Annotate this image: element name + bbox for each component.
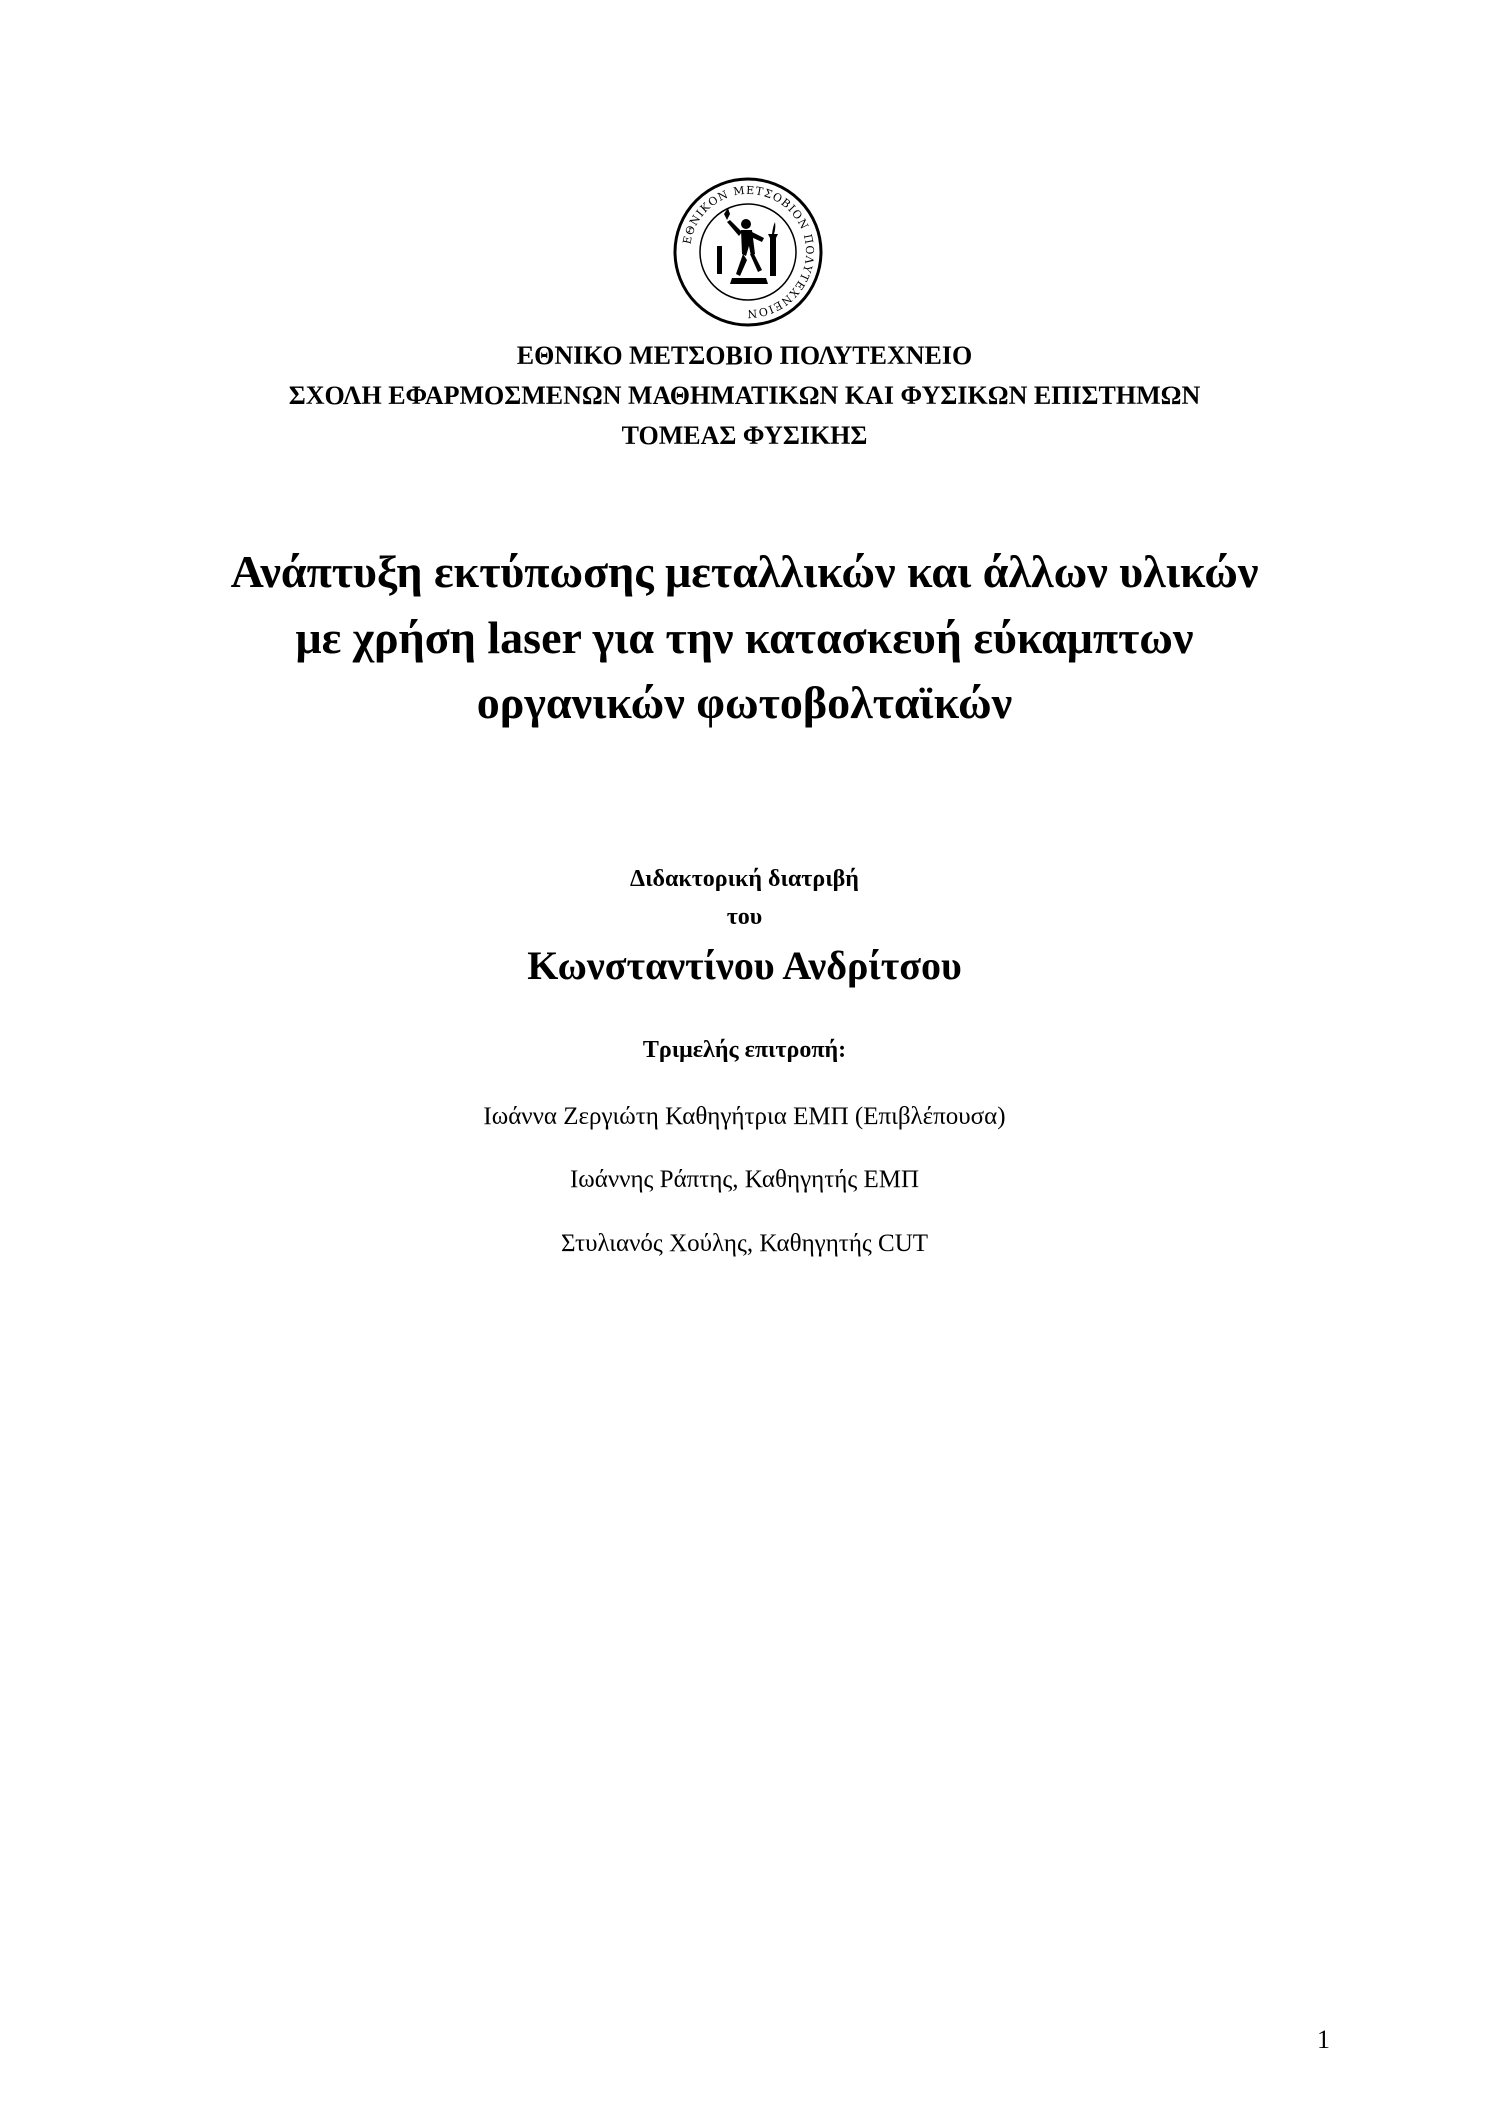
thesis-title-line-2: με χρήση laser για την κατασκευή εύκαμπτων (295, 612, 1194, 663)
thesis-title-line-3: οργανικών φωτοβολταϊκών (476, 677, 1013, 728)
thesis-type: Διδακτορική διατριβή (630, 866, 859, 892)
committee-member: Ιωάννα Ζεργιώτη Καθηγήτρια ΕΜΠ (Επιβλέπουσα) (483, 1103, 1006, 1130)
author-name: Κωνσταντίνου Ανδρίτσου (527, 943, 962, 988)
committee-heading: Τριμελής επιτροπή: (642, 1037, 847, 1063)
department-name: ΤΟΜΕΑΣ ΦΥΣΙΚΗΣ (621, 421, 868, 450)
school-name: ΣΧΟΛΗ ΕΦΑΡΜΟΣΜΕΝΩΝ ΜΑΘΗΜΑΤΙΚΩΝ ΚΑΙ ΦΥΣΙΚΩΝ ΕΠΙΣΤΗΜΩΝ (288, 381, 1201, 410)
committee-member: Ιωάννης Ράπτης, Καθηγητής ΕΜΠ (569, 1166, 920, 1193)
thesis-of: του (726, 904, 763, 930)
page-number: 1 (1317, 2025, 1330, 2054)
svg-text:ΕΘΝΙΚΟΝ ΜΕΤΣΟΒΙΟΝ ΠΟΛΥΤΕΧΝΕΙΟΝ: ΕΘΝΙΚΟΝ ΜΕΤΣΟΒΙΟΝ ΠΟΛΥΤΕΧΝΕΙΟΝ (680, 183, 817, 321)
thesis-title-line-1: Ανάπτυξη εκτύπωσης μεταλλικών και άλλων υλικών (230, 546, 1259, 597)
university-name: ΕΘΝΙΚΟ ΜΕΤΣΟΒΙΟ ΠΟΛΥΤΕΧΝΕΙΟ (516, 341, 973, 370)
ntua-seal-icon (672, 176, 824, 328)
committee-member: Στυλιανός Χούλης, Καθηγητής CUT (560, 1230, 929, 1257)
